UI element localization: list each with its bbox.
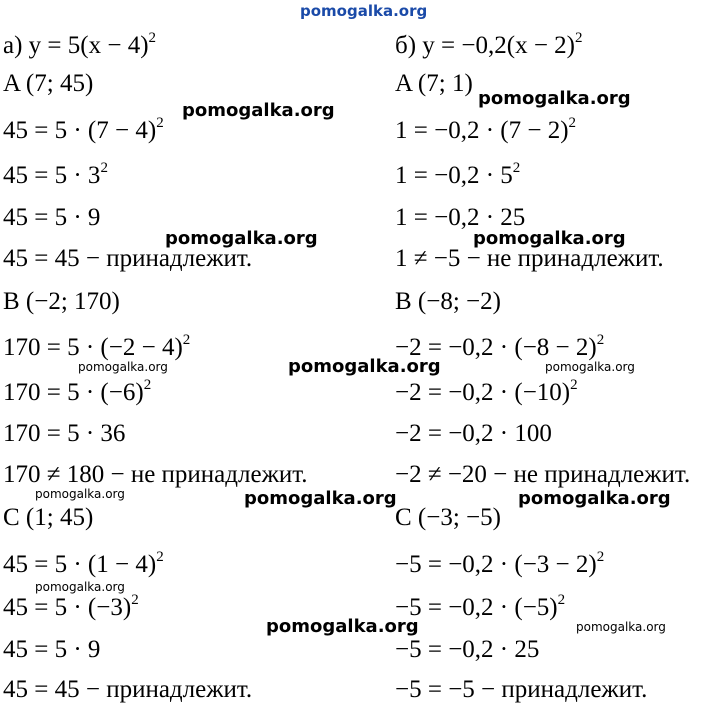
- left-line-0: [3, 29, 157, 60]
- right-line-2-math: 1 = −0,2 · (7 − 2): [395, 117, 569, 144]
- watermark-label: pomogalka.org: [244, 488, 397, 509]
- left-line-8-sup: 2: [143, 376, 152, 393]
- left-line-6: [3, 288, 120, 316]
- left-line-10: [3, 461, 308, 489]
- right-line-10: [395, 461, 690, 489]
- left-line-11: [3, 504, 93, 532]
- left-line-4: [3, 204, 100, 232]
- right-line-2: [395, 114, 577, 145]
- watermark-label: pomogalka.org: [266, 616, 419, 637]
- right-line-10-math: −2 ≠ −20 − не принадлежит.: [395, 461, 691, 488]
- left-line-0-pre: а): [3, 32, 29, 59]
- right-line-0-math: y = −0,2(x − 2): [422, 32, 575, 59]
- right-line-13: [395, 591, 566, 622]
- right-line-1-math: A (7; 1): [395, 70, 473, 97]
- left-line-8-math: 170 = 5 · (−6): [3, 379, 144, 406]
- right-line-5-math: 1 ≠ −5 − не принадлежит.: [395, 245, 664, 272]
- watermark-label: pomogalka.org: [473, 228, 626, 249]
- right-line-8-sup: 2: [570, 376, 578, 393]
- left-line-6-math: B (−2; 170): [3, 288, 120, 315]
- watermark-label: pomogalka.org: [288, 356, 441, 377]
- right-line-11-math: C (−3; −5): [395, 504, 501, 531]
- left-line-5: [3, 245, 252, 273]
- right-line-9-math: −2 = −0,2 · 100: [395, 420, 552, 447]
- left-line-13-math: 45 = 5 · (−3): [3, 594, 132, 621]
- left-line-2-math: 45 = 5 · (7 − 4): [3, 117, 157, 144]
- right-line-12-math: −5 = −0,2 · (−3 − 2): [395, 551, 597, 578]
- left-line-1: [3, 70, 93, 98]
- left-line-7: [3, 331, 191, 362]
- right-line-12-sup: 2: [596, 548, 605, 565]
- right-line-0-sup: 2: [575, 29, 583, 46]
- left-line-0-sup: 2: [148, 29, 157, 46]
- left-line-13: [3, 591, 139, 622]
- left-line-14-math: 45 = 5 · 9: [3, 636, 101, 663]
- watermark-label: pomogalka.org: [35, 580, 125, 594]
- right-line-13-math: −5 = −0,2 · (−5): [395, 594, 558, 621]
- right-line-6-math: B (−8; −2): [395, 288, 501, 315]
- left-line-13-sup: 2: [131, 591, 139, 608]
- right-line-6: [395, 288, 501, 316]
- right-line-9: [395, 420, 552, 448]
- left-line-3: [3, 159, 108, 190]
- left-line-12-math: 45 = 5 · (1 − 4): [3, 551, 157, 578]
- right-line-11: [395, 504, 501, 532]
- left-line-15: [3, 676, 252, 704]
- watermark-label: pomogalka.org: [545, 360, 635, 374]
- right-line-0-pre: б): [395, 32, 423, 59]
- left-line-15-math: 45 = 45 − принадлежит.: [3, 676, 253, 703]
- left-line-5-math: 45 = 45 − принадлежит.: [3, 245, 253, 272]
- right-line-1: [395, 70, 473, 98]
- right-line-3: [395, 159, 521, 190]
- left-line-8: [3, 376, 152, 407]
- right-line-14-math: −5 = −0,2 · 25: [395, 636, 540, 663]
- left-line-3-math: 45 = 5 · 3: [3, 162, 101, 189]
- left-line-0-math: y = 5(x − 4): [28, 32, 149, 59]
- left-line-3-sup: 2: [100, 159, 108, 176]
- left-line-2-sup: 2: [156, 114, 164, 131]
- left-line-12: [3, 548, 164, 579]
- watermark-label: pomogalka.org: [35, 487, 125, 501]
- right-line-7-math: −2 = −0,2 · (−8 − 2): [395, 334, 597, 361]
- right-line-3-math: 1 = −0,2 · 5: [395, 162, 513, 189]
- watermark-label: pomogalka.org: [78, 360, 168, 374]
- right-line-8: [395, 376, 578, 407]
- right-line-12: [395, 548, 605, 579]
- right-line-8-math: −2 = −0,2 · (−10): [395, 379, 571, 406]
- right-line-2-sup: 2: [568, 114, 577, 131]
- watermark-label: pomogalka.org: [576, 620, 666, 634]
- left-line-2: [3, 114, 164, 145]
- watermark-label: pomogalka.org: [182, 100, 335, 121]
- left-line-7-sup: 2: [182, 331, 191, 348]
- right-line-0: [395, 29, 583, 60]
- watermark-header: pomogalka.org: [300, 2, 428, 20]
- left-line-4-math: 45 = 5 · 9: [3, 204, 101, 231]
- watermark-label: pomogalka.org: [478, 88, 631, 109]
- right-line-15-math: −5 = −5 − принадлежит.: [395, 676, 648, 703]
- left-line-14: [3, 636, 100, 664]
- left-line-7-math: 170 = 5 · (−2 − 4): [3, 334, 183, 361]
- left-line-11-math: C (1; 45): [3, 504, 94, 531]
- right-line-7-sup: 2: [596, 331, 605, 348]
- right-line-5: [395, 245, 664, 273]
- right-line-13-sup: 2: [557, 591, 566, 608]
- watermark-label: pomogalka.org: [518, 488, 671, 509]
- left-line-9: [3, 420, 125, 448]
- right-line-3-sup: 2: [512, 159, 521, 176]
- left-line-9-math: 170 = 5 · 36: [3, 420, 126, 447]
- right-line-14: [395, 636, 539, 664]
- right-line-15: [395, 676, 647, 704]
- left-line-10-math: 170 ≠ 180 − не принадлежит.: [3, 461, 308, 488]
- right-line-4-math: 1 = −0,2 · 25: [395, 204, 526, 231]
- left-line-12-sup: 2: [156, 548, 164, 565]
- left-line-1-math: A (7; 45): [3, 70, 94, 97]
- watermark-label: pomogalka.org: [165, 228, 318, 249]
